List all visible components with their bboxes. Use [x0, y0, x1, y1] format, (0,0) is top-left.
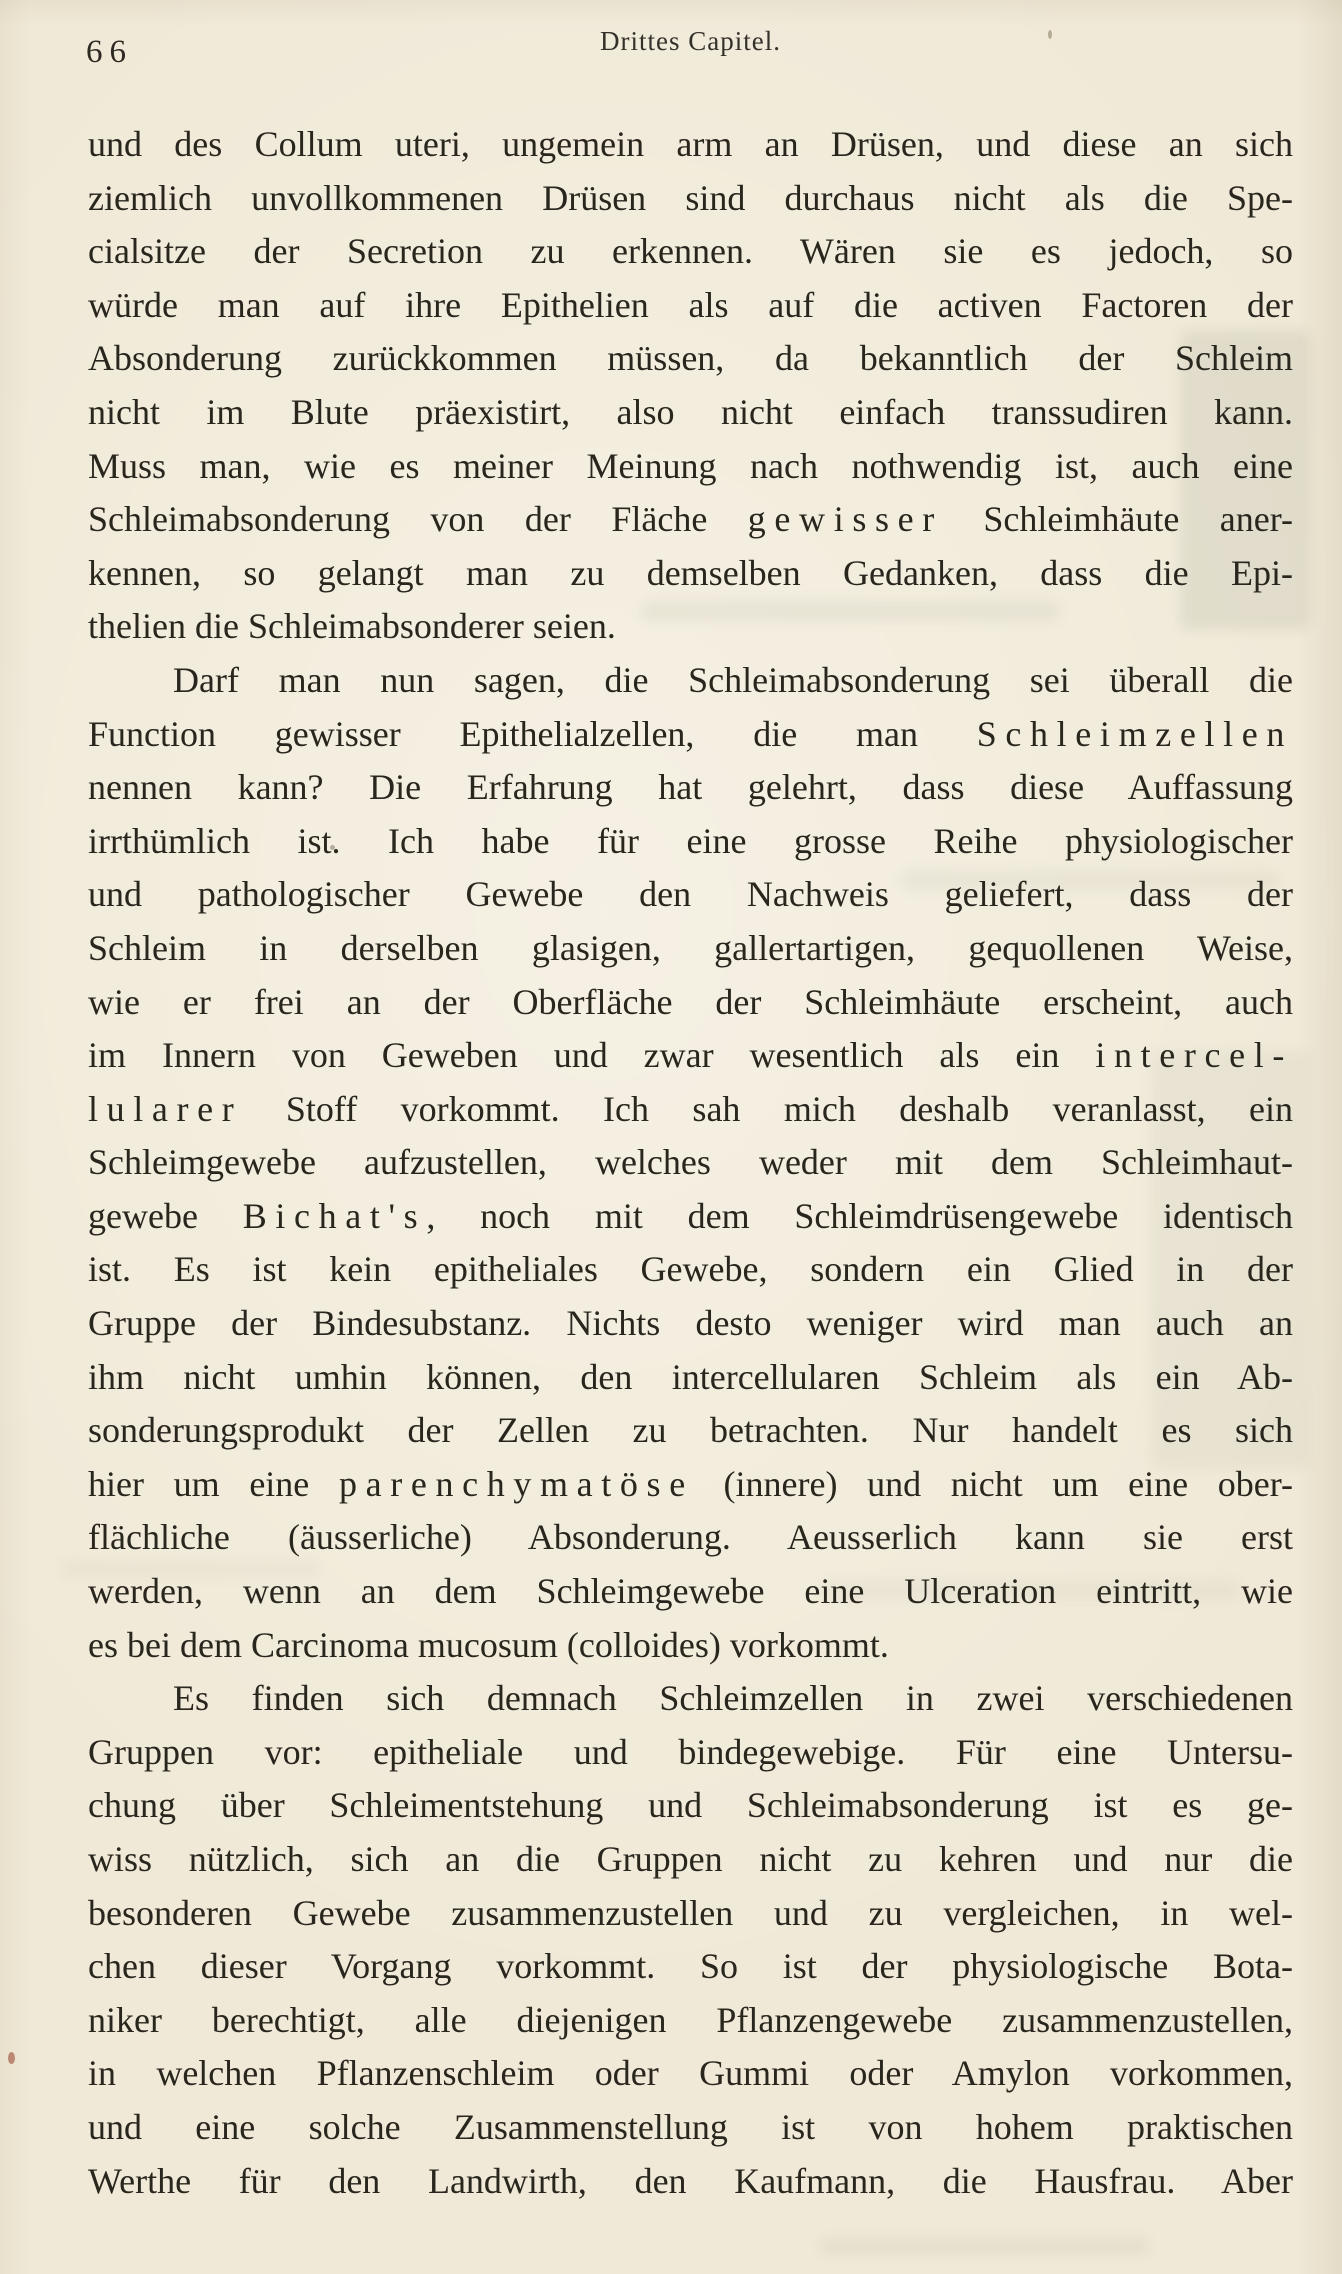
- emphasized-term: lularer: [88, 1088, 243, 1129]
- text-line: [88, 279, 1293, 333]
- text-segment: chen dieser Vorgang vorkommt. So ist der physiologische Bota-: [88, 1946, 1293, 1987]
- ink-speck: [8, 2052, 15, 2064]
- text-line: [88, 1887, 1293, 1941]
- text-line: [88, 1833, 1293, 1887]
- text-segment: würde man auf ihre Epithelien als auf die activen Factoren der: [88, 284, 1293, 325]
- text-line: [88, 976, 1293, 1030]
- text-segment: Muss man, wie es meiner Meinung nach nothwendig ist, auch eine: [88, 445, 1293, 486]
- text-line: [88, 547, 1293, 601]
- text-segment: Schleimgewebe aufzustellen, welches weder mit dem Schleimhaut-: [88, 1142, 1293, 1183]
- text-line: [88, 600, 1293, 654]
- page-body: [88, 118, 1293, 2208]
- text-segment: Gruppen vor: epitheliale und bindegewebige. Für eine Untersu-: [88, 1731, 1293, 1772]
- text-segment: (innere) und nicht um eine ober-: [693, 1463, 1293, 1504]
- text-segment: Es finden sich demnach Schleimzellen in zwei verschiedenen: [173, 1678, 1293, 1719]
- text-line: [88, 1565, 1293, 1619]
- text-segment: thelien die Schleimabsonderer seien.: [88, 606, 616, 647]
- text-line: [88, 761, 1293, 815]
- text-segment: in welchen Pflanzenschleim oder Gummi oder Amylon vorkommen,: [88, 2053, 1293, 2094]
- text-segment: ist. Es ist kein epitheliales Gewebe, sondern ein Glied in der: [88, 1249, 1293, 1290]
- running-header: Drittes Capitel.: [600, 26, 781, 56]
- text-segment: Schleimhäute aner-: [942, 499, 1294, 540]
- text-line: [88, 1940, 1293, 1994]
- text-line: [88, 654, 1293, 708]
- text-segment: hier um eine: [88, 1463, 339, 1504]
- text-line: [88, 2047, 1293, 2101]
- text-line: [88, 1243, 1293, 1297]
- text-line: [88, 2101, 1293, 2155]
- emphasized-term: Bichat's: [242, 1195, 427, 1236]
- text-line: [88, 1779, 1293, 1833]
- text-line: [88, 332, 1293, 386]
- page-number: 66: [86, 34, 133, 70]
- text-segment: ihm nicht umhin können, den intercellularen Schleim als ein Ab-: [88, 1356, 1293, 1397]
- show-through-mark: [820, 2238, 1150, 2254]
- text-line: [88, 172, 1293, 226]
- text-segment: Schleimabsonderung von der Fläche: [88, 499, 748, 540]
- text-line: [88, 1511, 1293, 1565]
- text-line: [88, 1297, 1293, 1351]
- text-line: [88, 1029, 1293, 1083]
- text-segment: und eine solche Zusammenstellung ist von hohem praktischen: [88, 2106, 1293, 2147]
- text-line: [88, 1404, 1293, 1458]
- text-line: [88, 1994, 1293, 2048]
- text-line: [88, 1190, 1293, 1244]
- emphasized-term: parenchymatöse: [338, 1463, 694, 1504]
- text-segment: und pathologischer Gewebe den Nachweis geliefert, dass der: [88, 874, 1293, 915]
- text-segment: Darf man nun sagen, die Schleimabsonderung sei überall die: [173, 659, 1293, 700]
- text-line: [88, 1351, 1293, 1405]
- text-segment: flächliche (äusserliche) Absonderung. Aeusserlich kann sie erst: [88, 1517, 1293, 1558]
- text-segment: cialsitze der Secretion zu erkennen. Wären sie es jedoch, so: [88, 231, 1293, 272]
- paragraph: [88, 1672, 1293, 2208]
- text-line: [88, 440, 1293, 494]
- text-segment: wie er frei an der Oberfläche der Schleimhäute erscheint, auch: [88, 981, 1293, 1022]
- text-segment: irrthümlich ist. Ich habe für eine grosse Reihe physiologischer: [88, 820, 1293, 861]
- text-segment: sonderungsprodukt der Zellen zu betrachten. Nur handelt es sich: [88, 1410, 1293, 1451]
- text-line: [88, 493, 1293, 547]
- text-segment: nennen kann? Die Erfahrung hat gelehrt, dass diese Auffassung: [88, 767, 1293, 808]
- text-segment: gewebe: [88, 1195, 243, 1236]
- text-line: [88, 1672, 1293, 1726]
- text-segment: besonderen Gewebe zusammenzustellen und zu vergleichen, in wel-: [88, 1892, 1293, 1933]
- emphasized-term: intercel-: [1095, 1035, 1293, 1076]
- text-segment: Function gewisser Epithelialzellen, die man: [88, 713, 977, 754]
- text-segment: wiss nützlich, sich an die Gruppen nicht zu kehren und nur die: [88, 1839, 1293, 1879]
- text-segment: Werthe für den Landwirth, den Kaufmann, die Hausfrau. Aber: [88, 2160, 1293, 2201]
- text-segment: Absonderung zurückkommen müssen, da bekanntlich der Schleim: [88, 338, 1293, 379]
- text-line: [88, 386, 1293, 440]
- text-line: [88, 225, 1293, 279]
- paragraph: [88, 118, 1293, 654]
- text-line: [88, 1726, 1293, 1780]
- text-segment: niker berechtigt, alle diejenigen Pflanzengewebe zusammenzustellen,: [88, 1999, 1293, 2040]
- text-line: [88, 2155, 1293, 2209]
- text-line: [88, 118, 1293, 172]
- text-segment: es bei dem Carcinoma mucosum (colloides) vorkommt.: [88, 1624, 889, 1665]
- text-segment: und des Collum uteri, ungemein arm an Drüsen, und diese an sich: [88, 124, 1293, 164]
- text-line: [88, 1458, 1293, 1512]
- text-segment: im Innern von Geweben und zwar wesentlich als ein: [88, 1035, 1096, 1076]
- text-segment: werden, wenn an dem Schleimgewebe eine Ulceration eintritt, wie: [88, 1571, 1293, 1612]
- paragraph: [88, 654, 1293, 1672]
- emphasized-term: Schleimzellen: [976, 713, 1293, 754]
- text-segment: Gruppe der Bindesubstanz. Nichts desto weniger wird man auch an: [88, 1303, 1293, 1344]
- text-line: [88, 1136, 1293, 1190]
- text-line: [88, 868, 1293, 922]
- text-segment: ziemlich unvollkommenen Drüsen sind durchaus nicht als die Spe-: [88, 177, 1293, 218]
- text-line: [88, 922, 1293, 976]
- emphasized-term: gewisser: [747, 499, 943, 540]
- text-line: [88, 1083, 1293, 1137]
- text-line: [88, 708, 1293, 762]
- text-segment: chung über Schleimentstehung und Schleimabsonderung ist es ge-: [88, 1785, 1293, 1826]
- text-line: [88, 815, 1293, 869]
- text-segment: nicht im Blute präexistirt, also nicht einfach transsudiren kann.: [88, 391, 1293, 432]
- text-segment: Schleim in derselben glasigen, gallertartigen, gequollenen Weise,: [88, 927, 1293, 968]
- text-segment: kennen, so gelangt man zu demselben Gedanken, dass die Epi-: [88, 552, 1293, 593]
- text-segment: , noch mit dem Schleimdrüsengewebe identisch: [426, 1195, 1293, 1236]
- text-line: [88, 1619, 1293, 1673]
- text-segment: Stoff vorkommt. Ich sah mich deshalb veranlasst, ein: [242, 1088, 1293, 1129]
